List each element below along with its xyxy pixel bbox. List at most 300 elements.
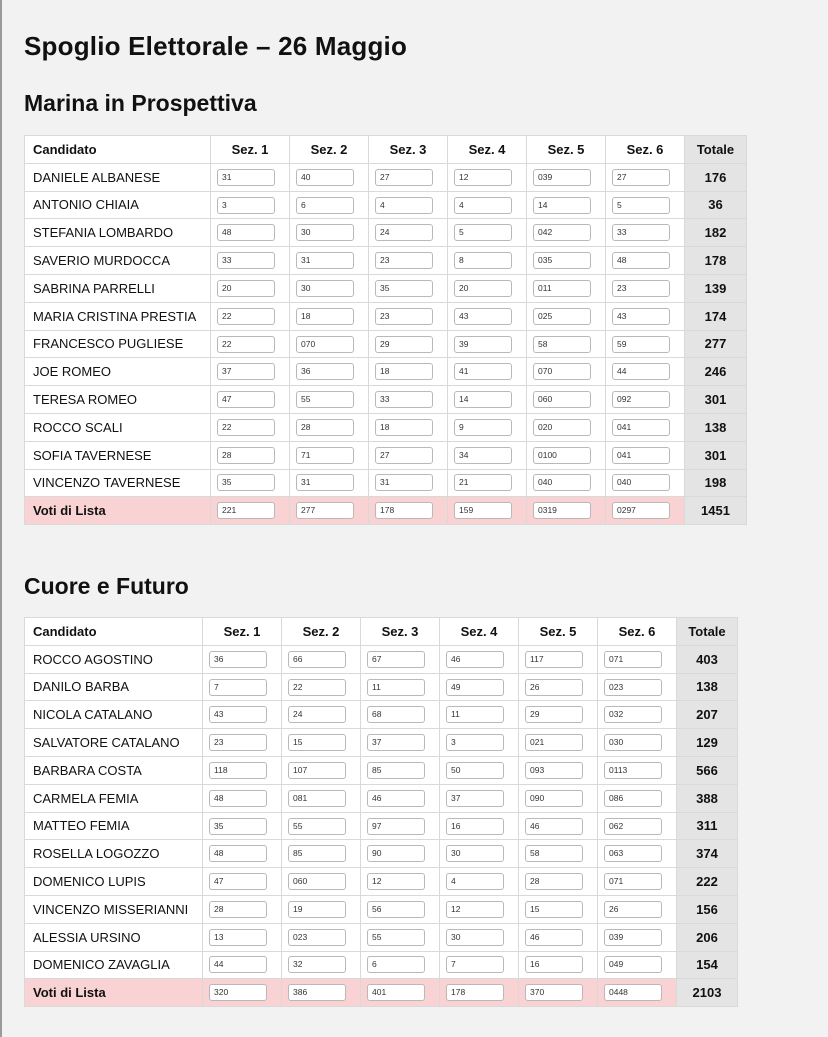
- table-row: [25, 673, 738, 701]
- section-cell: [527, 191, 606, 219]
- vote-input[interactable]: 31: [217, 169, 275, 186]
- vote-input[interactable]: 6: [296, 197, 354, 214]
- section-cell: [290, 191, 369, 219]
- vote-input[interactable]: 44: [612, 363, 670, 380]
- vote-input[interactable]: 30: [296, 224, 354, 241]
- vote-input[interactable]: 46: [525, 818, 583, 835]
- section-cell: [440, 645, 519, 673]
- section-cell: [440, 979, 519, 1007]
- vote-input[interactable]: 030: [604, 734, 662, 751]
- section-cell: [527, 219, 606, 247]
- candidate-name: FRANCESCO PUGLIESE: [25, 330, 211, 358]
- section-cell: [440, 701, 519, 729]
- vote-input[interactable]: 107: [288, 762, 346, 779]
- results-table-cuore: [24, 617, 738, 1007]
- vote-input[interactable]: 032: [604, 706, 662, 723]
- vote-input[interactable]: 33: [375, 391, 433, 408]
- vote-input[interactable]: 90: [367, 845, 425, 862]
- table-row: [25, 756, 738, 784]
- vote-input[interactable]: 020: [533, 419, 591, 436]
- vote-input[interactable]: 31: [296, 252, 354, 269]
- candidate-name: MARIA CRISTINA PRESTIA: [25, 302, 211, 330]
- vote-input[interactable]: 11: [367, 679, 425, 696]
- vote-input[interactable]: 9: [454, 419, 512, 436]
- section-cell: [606, 247, 685, 275]
- table-row: [25, 951, 738, 979]
- vote-input[interactable]: 27: [375, 447, 433, 464]
- vote-input[interactable]: 68: [367, 706, 425, 723]
- vote-input[interactable]: 060: [288, 873, 346, 890]
- vote-input[interactable]: 37: [367, 734, 425, 751]
- vote-input[interactable]: 26: [525, 679, 583, 696]
- section-cell: [448, 441, 527, 469]
- vote-input[interactable]: 039: [533, 169, 591, 186]
- table-row: [25, 219, 747, 247]
- vote-input[interactable]: 55: [288, 818, 346, 835]
- vote-input[interactable]: 18: [296, 308, 354, 325]
- vote-input[interactable]: 023: [604, 679, 662, 696]
- section-cell: [519, 729, 598, 757]
- vote-input[interactable]: 33: [217, 252, 275, 269]
- list-votes-row: [25, 497, 747, 525]
- section-cell: [361, 784, 440, 812]
- section-cell: [290, 413, 369, 441]
- vote-input[interactable]: 14: [454, 391, 512, 408]
- vote-input[interactable]: 7: [446, 956, 504, 973]
- section-cell: [361, 923, 440, 951]
- vote-input[interactable]: 6: [367, 956, 425, 973]
- vote-input[interactable]: 0100: [533, 447, 591, 464]
- section-cell: [361, 812, 440, 840]
- section-cell: [211, 469, 290, 497]
- section-cell: [440, 895, 519, 923]
- vote-input[interactable]: 23: [375, 308, 433, 325]
- section-cell: [290, 469, 369, 497]
- vote-input[interactable]: 15: [288, 734, 346, 751]
- vote-input[interactable]: 4: [375, 197, 433, 214]
- candidate-name: SOFIA TAVERNESE: [25, 441, 211, 469]
- vote-input[interactable]: 31: [375, 474, 433, 491]
- vote-input[interactable]: 44: [209, 956, 267, 973]
- vote-input[interactable]: 071: [604, 651, 662, 668]
- table-row: [25, 923, 738, 951]
- vote-input[interactable]: 35: [217, 474, 275, 491]
- column-header: Totale: [677, 618, 738, 646]
- total-cell: 178: [685, 247, 747, 275]
- vote-input[interactable]: 30: [296, 280, 354, 297]
- section-cell: [211, 386, 290, 414]
- vote-input[interactable]: 178: [375, 502, 433, 519]
- vote-input[interactable]: 063: [604, 845, 662, 862]
- vote-input[interactable]: 320: [209, 984, 267, 1001]
- section-cell: [606, 441, 685, 469]
- section-cell: [369, 441, 448, 469]
- vote-input[interactable]: 34: [454, 447, 512, 464]
- section-cell: [290, 247, 369, 275]
- vote-input[interactable]: 36: [296, 363, 354, 380]
- vote-input[interactable]: 221: [217, 502, 275, 519]
- vote-input[interactable]: 13: [209, 929, 267, 946]
- vote-input[interactable]: 090: [525, 790, 583, 807]
- candidate-name: ROCCO AGOSTINO: [25, 645, 203, 673]
- vote-input[interactable]: 50: [446, 762, 504, 779]
- section-cell: [282, 812, 361, 840]
- vote-input[interactable]: 43: [612, 308, 670, 325]
- vote-input[interactable]: 11: [446, 706, 504, 723]
- section-cell: [606, 191, 685, 219]
- section-cell: [282, 673, 361, 701]
- vote-input[interactable]: 12: [367, 873, 425, 890]
- table-row: [25, 895, 738, 923]
- vote-input[interactable]: 0113: [604, 762, 662, 779]
- vote-input[interactable]: 0448: [604, 984, 662, 1001]
- vote-input[interactable]: 36: [209, 651, 267, 668]
- section-cell: [519, 784, 598, 812]
- vote-input[interactable]: 0297: [612, 502, 670, 519]
- column-header: Sez. 3: [369, 136, 448, 164]
- vote-input[interactable]: 41: [454, 363, 512, 380]
- table-row: [25, 840, 738, 868]
- section-cell: [290, 330, 369, 358]
- candidate-name: Voti di Lista: [25, 979, 203, 1007]
- vote-input[interactable]: 4: [446, 873, 504, 890]
- vote-input[interactable]: 24: [288, 706, 346, 723]
- section-cell: [211, 441, 290, 469]
- vote-input[interactable]: 5: [454, 224, 512, 241]
- vote-input[interactable]: 30: [446, 845, 504, 862]
- section-cell: [290, 441, 369, 469]
- vote-input[interactable]: 062: [604, 818, 662, 835]
- vote-input[interactable]: 042: [533, 224, 591, 241]
- vote-input[interactable]: 041: [612, 419, 670, 436]
- vote-input[interactable]: 27: [612, 169, 670, 186]
- vote-input[interactable]: 071: [604, 873, 662, 890]
- vote-input[interactable]: 23: [375, 252, 433, 269]
- section-cell: [448, 469, 527, 497]
- section-cell: [282, 756, 361, 784]
- vote-input[interactable]: 20: [217, 280, 275, 297]
- section-cell: [361, 979, 440, 1007]
- vote-input[interactable]: 5: [612, 197, 670, 214]
- section-cell: [606, 358, 685, 386]
- vote-input[interactable]: 040: [612, 474, 670, 491]
- vote-input[interactable]: 26: [604, 901, 662, 918]
- section-cell: [527, 247, 606, 275]
- section-cell: [598, 756, 677, 784]
- vote-input[interactable]: 16: [525, 956, 583, 973]
- total-cell: 222: [677, 868, 738, 896]
- vote-input[interactable]: 16: [446, 818, 504, 835]
- total-cell: 36: [685, 191, 747, 219]
- vote-input[interactable]: 22: [217, 336, 275, 353]
- vote-input[interactable]: 30: [446, 929, 504, 946]
- section-cell: [519, 840, 598, 868]
- vote-input[interactable]: 28: [217, 447, 275, 464]
- section-cell: [361, 756, 440, 784]
- section-cell: [203, 812, 282, 840]
- vote-input[interactable]: 049: [604, 956, 662, 973]
- vote-input[interactable]: 19: [288, 901, 346, 918]
- section-cell: [211, 358, 290, 386]
- section-cell: [527, 469, 606, 497]
- vote-input[interactable]: 081: [288, 790, 346, 807]
- vote-input[interactable]: 43: [209, 706, 267, 723]
- vote-input[interactable]: 041: [612, 447, 670, 464]
- section-cell: [440, 729, 519, 757]
- vote-input[interactable]: 025: [533, 308, 591, 325]
- vote-input[interactable]: 22: [217, 308, 275, 325]
- list-title-marina: Marina in Prospettiva: [24, 90, 257, 116]
- vote-input[interactable]: 35: [209, 818, 267, 835]
- vote-input[interactable]: 8: [454, 252, 512, 269]
- vote-input[interactable]: 0319: [533, 502, 591, 519]
- table-row: [25, 868, 738, 896]
- vote-input[interactable]: 32: [288, 956, 346, 973]
- vote-input[interactable]: 55: [367, 929, 425, 946]
- vote-input[interactable]: 4: [454, 197, 512, 214]
- section-cell: [519, 923, 598, 951]
- section-cell: [361, 701, 440, 729]
- candidate-name: BARBARA COSTA: [25, 756, 203, 784]
- section-cell: [369, 413, 448, 441]
- section-cell: [369, 497, 448, 525]
- vote-input[interactable]: 37: [446, 790, 504, 807]
- column-header: Sez. 3: [361, 618, 440, 646]
- vote-input[interactable]: 070: [296, 336, 354, 353]
- total-cell: 174: [685, 302, 747, 330]
- vote-input[interactable]: 46: [367, 790, 425, 807]
- section-cell: [527, 302, 606, 330]
- section-cell: [203, 756, 282, 784]
- section-cell: [369, 302, 448, 330]
- section-cell: [203, 784, 282, 812]
- vote-input[interactable]: 7: [209, 679, 267, 696]
- vote-input[interactable]: 093: [525, 762, 583, 779]
- total-cell: 206: [677, 923, 738, 951]
- section-cell: [519, 951, 598, 979]
- vote-input[interactable]: 28: [209, 901, 267, 918]
- vote-input[interactable]: 3: [217, 197, 275, 214]
- vote-input[interactable]: 22: [217, 419, 275, 436]
- table-row: [25, 302, 747, 330]
- vote-input[interactable]: 85: [367, 762, 425, 779]
- table-row: [25, 163, 747, 191]
- table-row: [25, 413, 747, 441]
- vote-input[interactable]: 29: [525, 706, 583, 723]
- section-cell: [361, 673, 440, 701]
- section-cell: [361, 895, 440, 923]
- section-cell: [369, 191, 448, 219]
- vote-input[interactable]: 18: [375, 363, 433, 380]
- vote-input[interactable]: 040: [533, 474, 591, 491]
- vote-input[interactable]: 97: [367, 818, 425, 835]
- section-cell: [369, 358, 448, 386]
- vote-input[interactable]: 28: [525, 873, 583, 890]
- vote-input[interactable]: 023: [288, 929, 346, 946]
- vote-input[interactable]: 66: [288, 651, 346, 668]
- vote-input[interactable]: 48: [217, 224, 275, 241]
- section-cell: [203, 673, 282, 701]
- section-cell: [282, 729, 361, 757]
- results-table-marina: [24, 135, 747, 525]
- vote-input[interactable]: 12: [454, 169, 512, 186]
- section-cell: [361, 951, 440, 979]
- vote-input[interactable]: 118: [209, 762, 267, 779]
- vote-input[interactable]: 67: [367, 651, 425, 668]
- section-cell: [598, 645, 677, 673]
- section-cell: [203, 951, 282, 979]
- vote-input[interactable]: 277: [296, 502, 354, 519]
- section-cell: [527, 274, 606, 302]
- vote-input[interactable]: 56: [367, 901, 425, 918]
- candidate-name: TERESA ROMEO: [25, 386, 211, 414]
- vote-input[interactable]: 58: [533, 336, 591, 353]
- left-border: [0, 0, 2, 1037]
- section-cell: [440, 951, 519, 979]
- vote-input[interactable]: 47: [217, 391, 275, 408]
- vote-input[interactable]: 23: [209, 734, 267, 751]
- vote-input[interactable]: 31: [296, 474, 354, 491]
- candidate-name: SAVERIO MURDOCCA: [25, 247, 211, 275]
- section-cell: [606, 330, 685, 358]
- vote-input[interactable]: 12: [446, 901, 504, 918]
- vote-input[interactable]: 370: [525, 984, 583, 1001]
- column-header: Sez. 4: [440, 618, 519, 646]
- section-cell: [598, 868, 677, 896]
- section-cell: [606, 219, 685, 247]
- section-cell: [527, 330, 606, 358]
- section-cell: [606, 163, 685, 191]
- vote-input[interactable]: 039: [604, 929, 662, 946]
- column-header: Sez. 2: [282, 618, 361, 646]
- total-cell: 198: [685, 469, 747, 497]
- vote-input[interactable]: 22: [288, 679, 346, 696]
- section-cell: [203, 979, 282, 1007]
- vote-input[interactable]: 14: [533, 197, 591, 214]
- vote-input[interactable]: 159: [454, 502, 512, 519]
- vote-input[interactable]: 117: [525, 651, 583, 668]
- vote-input[interactable]: 48: [209, 790, 267, 807]
- candidate-name: SALVATORE CATALANO: [25, 729, 203, 757]
- section-cell: [211, 219, 290, 247]
- header-row: [25, 136, 747, 164]
- candidate-name: NICOLA CATALANO: [25, 701, 203, 729]
- total-cell: 154: [677, 951, 738, 979]
- candidate-name: Voti di Lista: [25, 497, 211, 525]
- vote-input[interactable]: 28: [296, 419, 354, 436]
- section-cell: [527, 386, 606, 414]
- total-cell: 374: [677, 840, 738, 868]
- vote-input[interactable]: 71: [296, 447, 354, 464]
- section-cell: [598, 701, 677, 729]
- vote-input[interactable]: 37: [217, 363, 275, 380]
- list-title-cuore: Cuore e Futuro: [24, 573, 189, 599]
- section-cell: [211, 330, 290, 358]
- vote-input[interactable]: 086: [604, 790, 662, 807]
- table-row: [25, 645, 738, 673]
- section-cell: [282, 868, 361, 896]
- vote-input[interactable]: 18: [375, 419, 433, 436]
- section-cell: [519, 701, 598, 729]
- section-cell: [211, 497, 290, 525]
- section-cell: [598, 979, 677, 1007]
- vote-input[interactable]: 15: [525, 901, 583, 918]
- table-row: [25, 729, 738, 757]
- vote-input[interactable]: 59: [612, 336, 670, 353]
- section-cell: [211, 163, 290, 191]
- total-cell: 277: [685, 330, 747, 358]
- vote-input[interactable]: 47: [209, 873, 267, 890]
- vote-input[interactable]: 43: [454, 308, 512, 325]
- vote-input[interactable]: 24: [375, 224, 433, 241]
- candidate-name: DANIELE ALBANESE: [25, 163, 211, 191]
- section-cell: [598, 840, 677, 868]
- vote-input[interactable]: 40: [296, 169, 354, 186]
- vote-input[interactable]: 092: [612, 391, 670, 408]
- section-cell: [203, 840, 282, 868]
- vote-input[interactable]: 021: [525, 734, 583, 751]
- vote-input[interactable]: 29: [375, 336, 433, 353]
- vote-input[interactable]: 58: [525, 845, 583, 862]
- table-row: [25, 247, 747, 275]
- total-cell: 1451: [685, 497, 747, 525]
- vote-input[interactable]: 060: [533, 391, 591, 408]
- vote-input[interactable]: 33: [612, 224, 670, 241]
- vote-input[interactable]: 35: [375, 280, 433, 297]
- section-cell: [282, 701, 361, 729]
- section-cell: [598, 673, 677, 701]
- vote-input[interactable]: 011: [533, 280, 591, 297]
- column-header: Sez. 6: [606, 136, 685, 164]
- table-row: [25, 386, 747, 414]
- vote-input[interactable]: 85: [288, 845, 346, 862]
- section-cell: [290, 497, 369, 525]
- vote-input[interactable]: 39: [454, 336, 512, 353]
- total-cell: 138: [685, 413, 747, 441]
- vote-input[interactable]: 23: [612, 280, 670, 297]
- list-votes-row: [25, 979, 738, 1007]
- vote-input[interactable]: 035: [533, 252, 591, 269]
- table-row: [25, 701, 738, 729]
- vote-input[interactable]: 070: [533, 363, 591, 380]
- vote-input[interactable]: 401: [367, 984, 425, 1001]
- vote-input[interactable]: 46: [525, 929, 583, 946]
- section-cell: [361, 645, 440, 673]
- section-cell: [598, 895, 677, 923]
- vote-input[interactable]: 48: [612, 252, 670, 269]
- column-header: Sez. 2: [290, 136, 369, 164]
- vote-input[interactable]: 21: [454, 474, 512, 491]
- candidate-name: ANTONIO CHIAIA: [25, 191, 211, 219]
- vote-input[interactable]: 46: [446, 651, 504, 668]
- vote-input[interactable]: 48: [209, 845, 267, 862]
- vote-input[interactable]: 386: [288, 984, 346, 1001]
- vote-input[interactable]: 55: [296, 391, 354, 408]
- total-cell: 301: [685, 441, 747, 469]
- section-cell: [448, 358, 527, 386]
- vote-input[interactable]: 20: [454, 280, 512, 297]
- vote-input[interactable]: 178: [446, 984, 504, 1001]
- vote-input[interactable]: 3: [446, 734, 504, 751]
- section-cell: [290, 219, 369, 247]
- candidate-name: ALESSIA URSINO: [25, 923, 203, 951]
- section-cell: [606, 413, 685, 441]
- vote-input[interactable]: 27: [375, 169, 433, 186]
- vote-input[interactable]: 49: [446, 679, 504, 696]
- section-cell: [369, 247, 448, 275]
- section-cell: [448, 163, 527, 191]
- section-cell: [440, 840, 519, 868]
